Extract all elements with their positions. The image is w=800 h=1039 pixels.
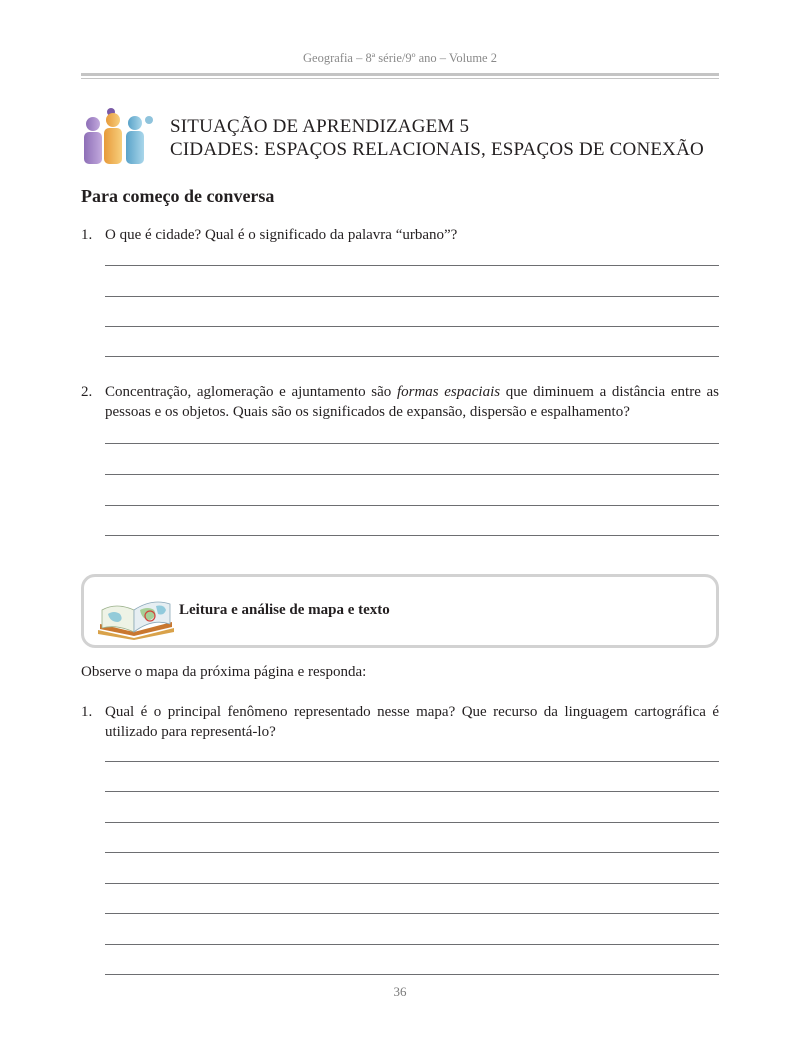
situation-title [170,115,704,161]
answer-line[interactable] [105,505,719,506]
answer-line[interactable] [105,443,719,444]
question-number: 1. [81,227,93,243]
answer-line[interactable] [105,356,719,357]
section-heading: Para começo de conversa [81,186,275,206]
map-question-1 [81,702,719,742]
header-rule-thin [81,78,719,79]
question-text-part: Concentração, aglomeração e ajuntamento são [105,384,397,400]
answer-line[interactable] [105,944,719,945]
answer-line[interactable] [105,852,719,853]
instruction-text: Observe o mapa da próxima página e responda: [81,664,367,680]
reading-section-label: Leitura e análise de mapa e texto [179,602,390,618]
page-number: 36 [393,984,407,999]
question-number: 1. [81,704,93,720]
answer-line[interactable] [105,883,719,884]
question-text-part: que diminuem a distância entre as pessoas e os objetos. Quais são os significados de expansão, dispersão e espalhamento? [105,384,720,420]
answer-line[interactable] [105,535,719,536]
situation-line-2: CIDADES: ESPAÇOS RELACIONAIS, ESPAÇOS DE CONEXÃO [170,139,704,160]
question-2 [81,382,719,422]
answer-line[interactable] [105,326,719,327]
answer-line[interactable] [105,913,719,914]
question-1 [81,225,719,245]
question-text: Qual é o principal fenômeno representado nesse mapa? Que recurso da linguagem cartográfica é utilizado para representá-lo? [105,704,719,740]
question-text [105,382,719,422]
answer-line[interactable] [105,974,719,975]
question-emphasis: formas espaciais [396,384,501,400]
answer-line[interactable] [105,296,719,297]
situation-line-1: SITUAÇÃO DE APRENDIZAGEM 5 [170,116,470,137]
answer-line[interactable] [105,474,719,475]
answer-line[interactable] [105,761,719,762]
open-book-map-icon [94,580,178,640]
question-text: O que é cidade? Qual é o significado da palavra “urbano”? [105,227,458,243]
running-head: Geografia – 8ª série/9º ano – Volume 2 [303,51,497,65]
answer-line[interactable] [105,822,719,823]
question-number: 2. [81,384,93,400]
answer-line[interactable] [105,791,719,792]
answer-line[interactable] [105,265,719,266]
header-rule-thick [81,73,719,76]
people-group-icon [81,106,155,164]
